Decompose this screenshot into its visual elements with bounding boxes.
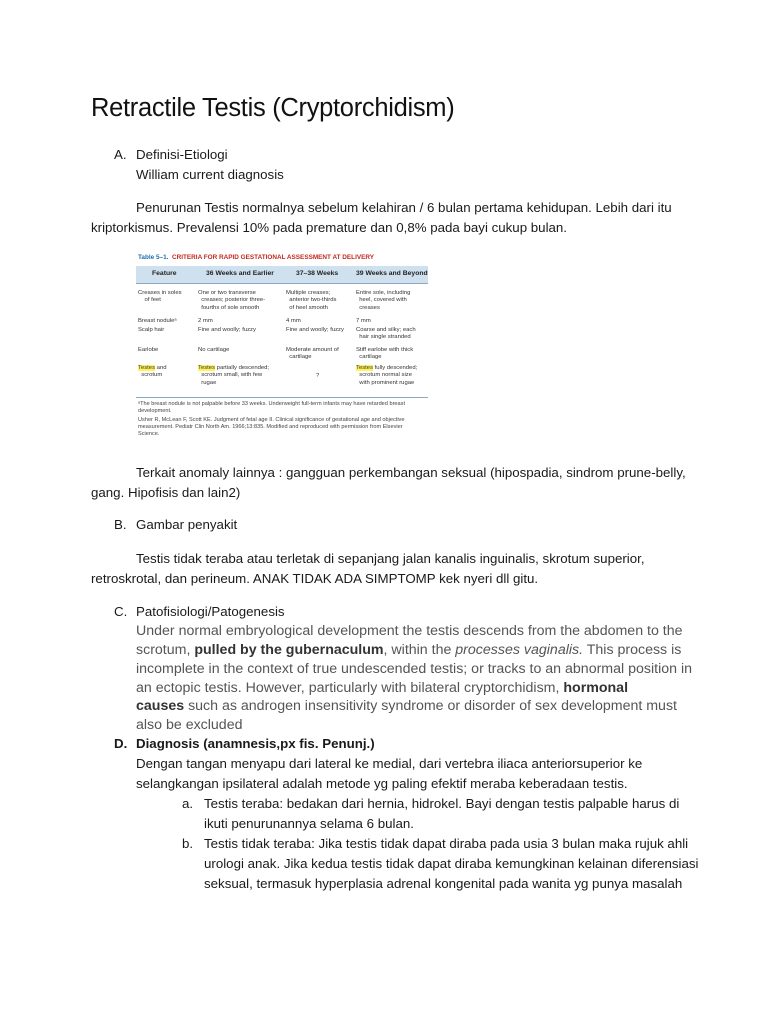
paragraph-text: Dengan tangan menyapu dari lateral ke medial, dari vertebra iliaca anteriorsuperior ke — [136, 756, 643, 771]
table-caption-title: CRITERIA FOR RAPID GESTATIONAL ASSESSMENT AT DELIVERY — [172, 254, 375, 261]
section-d-marker: D. — [114, 736, 128, 751]
table-source: Usher R, McLean F, Scott KE. Judgment of fetal age II. Clinical significance of gestational age and objective measurement. Pediatr Clin North Am. 1966;13:835. Modified and reproduced with permission from Elsevier Science. — [138, 417, 405, 438]
paragraph-text — [136, 679, 628, 698]
list-marker: a. — [182, 796, 194, 811]
text-run: scrotum, — [136, 642, 195, 658]
list-item-text: Testis tidak teraba: Jika testis tidak dapat diraba pada usia 3 bulan maka rujuk ahli — [204, 836, 689, 851]
highlight-testes: Testes — [198, 365, 216, 371]
table-header-cell: 39 Weeks and Beyond — [356, 270, 428, 277]
table-cell-highlighted: Testes fully descended; scrotum normal size with prominent rugae — [356, 365, 418, 386]
paragraph-text: retroskrotal, dan perineum. ANAK TIDAK ADA SIMPTOMP kek nyeri dll gitu. — [91, 571, 539, 586]
highlight-testes: Testes — [138, 365, 156, 371]
section-d-heading: Diagnosis (anamnesis,px fis. Penunj.) — [136, 736, 375, 751]
table-cell: Scalp hair — [138, 327, 165, 333]
table-cell: Moderate amount of cartilage — [286, 347, 339, 361]
section-a-subheading: William current diagnosis — [136, 167, 284, 182]
table-header-cell: 37–38 Weeks — [296, 270, 339, 277]
table-header-cell: 36 Weeks and Earlier — [206, 270, 274, 277]
gestational-assessment-table — [136, 254, 428, 448]
table-cell: 2 mm — [198, 318, 213, 324]
text-run: such as androgen insensitivity syndrome or disorder of sex development must — [184, 698, 677, 714]
highlight-testes: Testes — [356, 365, 374, 371]
table-caption — [138, 254, 374, 262]
table-cell: Multiple creases; anterior two-thirds of heel smooth — [286, 290, 337, 311]
section-a-heading: Definisi-Etiologi — [136, 147, 228, 162]
table-cell: 4 mm — [286, 318, 301, 324]
text-run-bold: hormonal — [563, 680, 629, 696]
paragraph-text: Under normal embryological development the testis descends from the abdomen to the — [136, 623, 683, 639]
text-run: , within the — [383, 642, 456, 658]
paragraph-text — [136, 697, 677, 716]
list-item-text: urologi anak. Jika kedua testis tidak dapat diraba kemungkinan kelainan diferensiasi — [204, 856, 699, 871]
list-item-text: ikuti penurunannya selama 6 bulan. — [204, 816, 414, 831]
section-c-heading: Patofisiologi/Patogenesis — [136, 604, 285, 619]
paragraph-text: gang. Hipofisis dan lain2) — [91, 485, 241, 500]
table-cell: 7 mm — [356, 318, 371, 324]
paragraph-text: Terkait anomaly lainnya : gangguan perkembangan seksual (hipospadia, sindrom prune-belly, — [136, 465, 686, 480]
text-run-italic: processes vaginalis. — [455, 642, 584, 658]
paragraph-text: Testis tidak teraba atau terletak di sepanjang jalan kanalis inguinalis, skrotum superior, — [136, 551, 645, 566]
list-item-text: seksual, termasuk hyperplasia adrenal kongenital pada wanita yg punya masalah — [204, 876, 683, 891]
table-cell: No cartilage — [198, 347, 230, 353]
table-cell: Breast noduleᵃ — [138, 318, 177, 324]
table-cell-highlighted: Testes partially descended; scrotum small, with few rugae — [198, 365, 270, 386]
table-cell: ? — [316, 373, 320, 379]
text-run-bold: causes — [136, 698, 185, 714]
paragraph-text: kriptorkismus. Prevalensi 10% pada premature dan 0,8% pada bayi cukup bulan. — [91, 220, 568, 235]
paragraph-text: selangkangan ipsilateral adalah metode yg paling efektif meraba keberadaan testis. — [136, 776, 628, 791]
table-cell-highlighted: Testes and scrotum — [138, 365, 167, 379]
paragraph-text: incomplete in the context of true undescended testis; or tracks to an abnormal position in — [136, 661, 692, 677]
table-header-row — [136, 266, 428, 283]
table-divider — [136, 397, 428, 398]
list-marker: b. — [182, 836, 194, 851]
paragraph-text — [136, 641, 681, 660]
paragraph-text: Penurunan Testis normalnya sebelum kelahiran / 6 bulan pertama kehidupan. Lebih dari itu — [136, 200, 672, 215]
table-footnote: ᵃThe breast nodule is not palpable before 33 weeks. Underweight full-term infants may have retarded breast development. — [138, 401, 406, 415]
section-c-marker: C. — [114, 604, 128, 619]
section-b-heading: Gambar penyakit — [136, 517, 238, 532]
table-header-cell: Feature — [152, 270, 177, 277]
table-cell: Stiff earlobe with thick cartilage — [356, 347, 414, 361]
section-b-marker: B. — [114, 517, 127, 532]
table-caption-label: Table 5–1. — [138, 254, 169, 261]
text-run: This process is — [583, 642, 682, 658]
paragraph-text: also be excluded — [136, 717, 243, 733]
table-cell: Creases in soles of feet — [138, 290, 182, 304]
list-item-text: Testis teraba: bedakan dari hernia, hidrokel. Bayi dengan testis palpable harus di — [204, 796, 680, 811]
table-cell: Earlobe — [138, 347, 159, 353]
table-cell: Fine and woolly; fuzzy — [198, 327, 256, 333]
table-cell: One or two transverse creases; posterior three- fourths of sole smooth — [198, 290, 266, 311]
section-a-marker: A. — [114, 147, 127, 162]
table-cell: Fine and woolly; fuzzy — [286, 327, 344, 333]
page-title: Retractile Testis (Cryptorchidism) — [91, 94, 455, 122]
text-run: an ectopic testis. However, particularly with bilateral cryptorchidism, — [136, 680, 564, 696]
text-run-bold: pulled by the gubernaculum — [194, 642, 384, 658]
table-cell: Entire sole, including heel, covered with creases — [356, 290, 411, 311]
table-divider — [136, 283, 428, 284]
table-cell: Coarse and silky; each hair single stranded — [356, 327, 416, 341]
